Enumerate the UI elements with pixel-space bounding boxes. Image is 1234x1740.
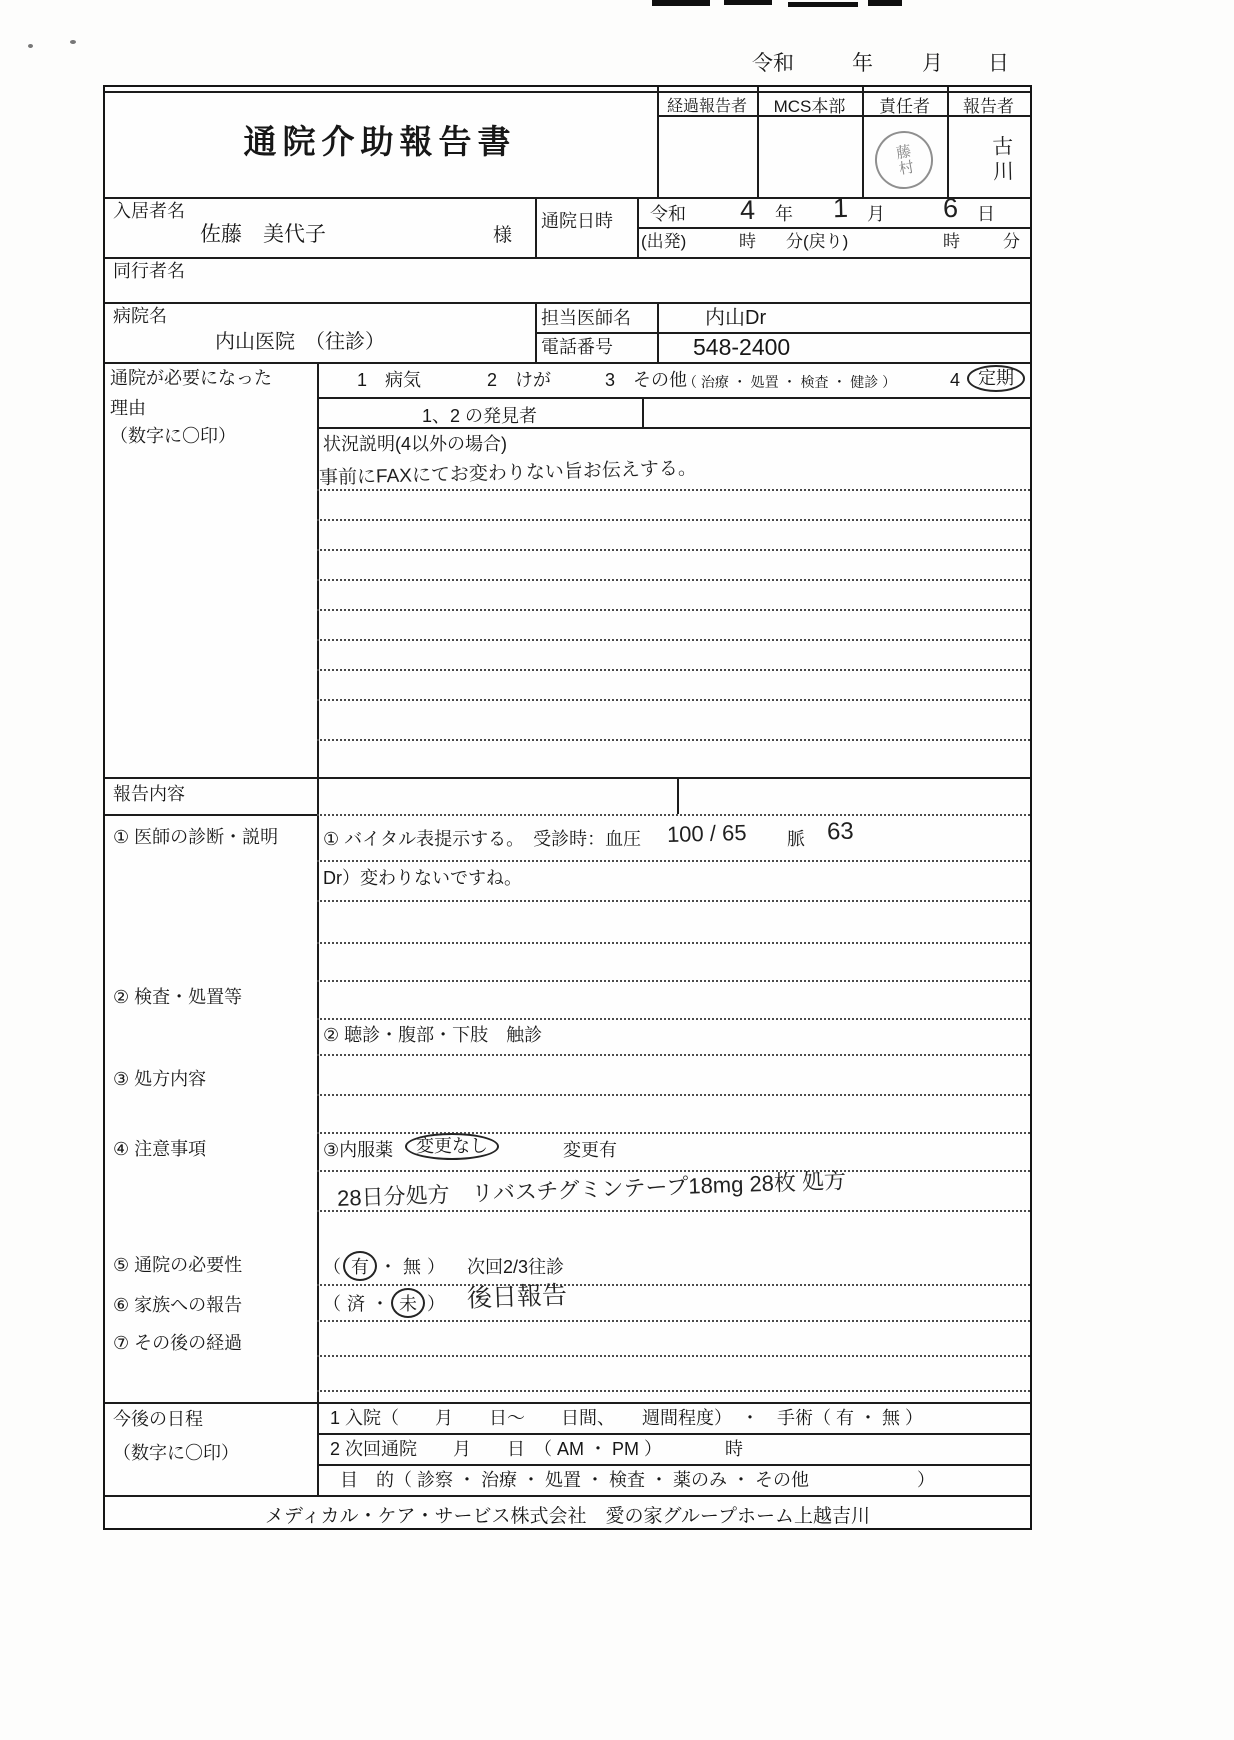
divider (105, 302, 1030, 304)
report-pulse-value: 63 (826, 817, 855, 846)
divider (677, 777, 679, 814)
reason-label-3: （数字に〇印） (110, 426, 236, 446)
visit-depart-label: (出発) (641, 232, 687, 251)
report-need-row (323, 1247, 564, 1284)
report-med-nochange-circled: 変更なし (405, 1133, 499, 1160)
divider (317, 1433, 1030, 1435)
divider (105, 1402, 1030, 1404)
report-row1-text: ① バイタル表提示する。 受診時：血圧 (323, 829, 642, 849)
top-date-year: 年 (852, 52, 873, 75)
paren-open: （ (323, 1256, 341, 1277)
visit-month-unit: 月 (867, 204, 885, 224)
top-date-day: 日 (988, 52, 1009, 75)
paren-close: ） (427, 1294, 445, 1314)
reason-option-other-detail: （ 治療 ・ 処置 ・ 検査 ・ 健診 ） (683, 374, 897, 390)
schedule-row1: 1 入院（ 月 日～ 日間、 週間程度） ・ 手術（ 有 ・ 無 ） (330, 1408, 924, 1428)
scan-artifact (788, 2, 858, 7)
dotted-rule (317, 739, 1030, 741)
situation-label: 状況説明(4以外の場合) (323, 434, 507, 454)
divider (317, 427, 1030, 429)
dotted-rule (317, 814, 1030, 816)
divider (642, 397, 644, 427)
report-bp-value: 100 / 65 (666, 819, 747, 848)
report-section-label: 報告内容 (113, 784, 185, 804)
visit-day-unit: 日 (977, 204, 995, 224)
divider (105, 197, 1030, 199)
divider (317, 1464, 1030, 1466)
reason-label-2: 理由 (110, 398, 146, 418)
report-row1-text2: Dr）変わりないですね。 (323, 868, 522, 888)
divider (105, 814, 317, 816)
phone-label: 電話番号 (541, 337, 613, 357)
scan-artifact (868, 0, 902, 6)
divider (105, 257, 1030, 259)
scan-dot (70, 40, 76, 44)
dotted-rule (317, 1355, 1030, 1357)
visit-hour2-label: 時 (943, 232, 960, 251)
resident-honorific: 様 (493, 225, 513, 246)
phone-value: 548-2400 (693, 334, 791, 360)
scan-artifact (724, 0, 772, 5)
dotted-rule (317, 1094, 1030, 1096)
reason-option-injury: 2 けが (487, 370, 552, 390)
dotted-rule (317, 1170, 1030, 1172)
doctor-value: 内山Dr (705, 307, 767, 329)
dotted-rule (317, 860, 1030, 862)
top-date-month: 月 (922, 52, 943, 75)
visit-era: 令和 (650, 204, 686, 224)
report-family-note-handwritten: 後日報告 (466, 1281, 568, 1313)
hospital-name-value: 内山医院 （往診） (215, 331, 385, 353)
dotted-rule (317, 980, 1030, 982)
divider (105, 1495, 1030, 1497)
reason-option-regular-num: 4 (950, 370, 961, 390)
header-col-mcs-hq: MCS本部 (773, 97, 846, 116)
dotted-rule (317, 1054, 1030, 1056)
report-family-not-circled: 未 (391, 1288, 425, 1318)
report-row2-text: ② 聴診・腹部・下肢 触診 (323, 1025, 543, 1045)
divider (105, 362, 1030, 364)
dotted-rule (317, 579, 1030, 581)
reason-label-1: 通院が必要になった (110, 368, 272, 388)
visit-year-value: 4 (739, 194, 756, 226)
dotted-rule (317, 1018, 1030, 1020)
report-row1-label: ① 医師の診断・説明 (113, 827, 279, 847)
hospital-label: 病院名 (113, 306, 167, 326)
schedule-label: 今後の日程 (113, 1409, 203, 1429)
dotted-rule (317, 609, 1030, 611)
visit-hour1-label: 時 (739, 232, 756, 251)
footer-company: メディカル・ケア・サービス株式会社 愛の家グループホーム上越吉川 (265, 1506, 870, 1527)
report-row7-label: ⑦ その後の経過 (113, 1333, 243, 1353)
paren-close: ） (427, 1256, 445, 1277)
reporter-signature: 古川 (989, 134, 1014, 186)
paren-open: （ (323, 1294, 341, 1314)
manager-hanko-stamp (870, 126, 937, 193)
companion-label: 同行者名 (113, 261, 185, 281)
report-family-row (323, 1286, 445, 1320)
situation-handwritten-note: 事前にFAXにてお変わりない旨お伝えする。 (318, 458, 698, 489)
report-need-no: 無 (403, 1256, 421, 1277)
reason-option-illness: 1 病気 (357, 370, 422, 390)
dotted-rule (317, 669, 1030, 671)
report-med-label: ③内服薬 (323, 1140, 394, 1160)
dotted-rule (317, 900, 1030, 902)
report-rx-handwritten: 28日分処方 リバスチグミンテープ18mg 28枚 処方 (336, 1168, 847, 1211)
divider (317, 362, 319, 1495)
divider (637, 227, 1030, 229)
report-row4-label: ④ 注意事項 (113, 1139, 207, 1159)
schedule-row2: 2 次回通院 月 日 （ AM ・ PM ） 時 (330, 1439, 744, 1459)
resident-name-value: 佐藤 美代子 (200, 223, 326, 246)
dotted-rule (317, 549, 1030, 551)
resident-name-label: 入居者名 (113, 201, 185, 221)
report-need-yes-circled: 有 (343, 1251, 377, 1281)
dotted-rule (317, 519, 1030, 521)
divider (105, 777, 1030, 779)
report-form (103, 85, 1032, 1530)
separator-dot: ・ (379, 1256, 397, 1277)
dotted-rule (317, 1320, 1030, 1322)
dotted-rule (317, 1390, 1030, 1392)
divider (535, 197, 537, 257)
schedule-row3: 目 的（ 診察 ・ 治療 ・ 処置 ・ 検査 ・ 薬のみ ・ その他 ） (340, 1470, 936, 1490)
reason-option-other: 3 その他 (605, 370, 688, 390)
report-row6-label: ⑥ 家族への報告 (113, 1295, 243, 1315)
scan-dot (28, 44, 33, 48)
doctor-label: 担当医師名 (541, 308, 631, 328)
visit-datetime-label: 通院日時 (541, 211, 613, 231)
visit-year-unit: 年 (775, 204, 793, 224)
form-title: 通院介助報告書 (243, 123, 517, 160)
dotted-rule (317, 699, 1030, 701)
report-row3-label: ③ 処方内容 (113, 1069, 207, 1089)
divider (317, 397, 1030, 399)
dotted-rule (317, 489, 1030, 491)
report-family-done: 済 (347, 1294, 365, 1314)
dotted-rule (317, 639, 1030, 641)
separator-dot: ・ (371, 1294, 389, 1314)
header-col-progress-reporter: 経過報告者 (666, 98, 747, 115)
visit-min1-label: 分(戻り) (786, 232, 849, 251)
report-next-visit: 次回2/3往診 (467, 1256, 565, 1277)
top-date-era: 令和 (752, 52, 794, 75)
report-med-change: 変更有 (563, 1140, 617, 1160)
visit-day-value: 6 (942, 192, 959, 224)
header-col-reporter: 報告者 (963, 97, 1014, 116)
reason-finder-label: 1、2 の発見者 (421, 406, 538, 426)
report-pulse-label: 脈 (787, 829, 805, 849)
report-row2-label: ② 検査・処置等 (113, 987, 243, 1007)
visit-min2-label: 分 (1003, 232, 1020, 251)
reason-option-regular-circled: 定期 (967, 365, 1025, 392)
report-row5-label: ⑤ 通院の必要性 (113, 1255, 243, 1275)
header-col-manager: 責任者 (879, 97, 930, 116)
schedule-label-2: （数字に〇印） (113, 1443, 239, 1463)
visit-month-value: 1 (832, 192, 849, 224)
dotted-rule (317, 1210, 1030, 1212)
stamp-name: 藤村 (892, 142, 916, 178)
dotted-rule (317, 942, 1030, 944)
scan-artifact (652, 0, 710, 6)
